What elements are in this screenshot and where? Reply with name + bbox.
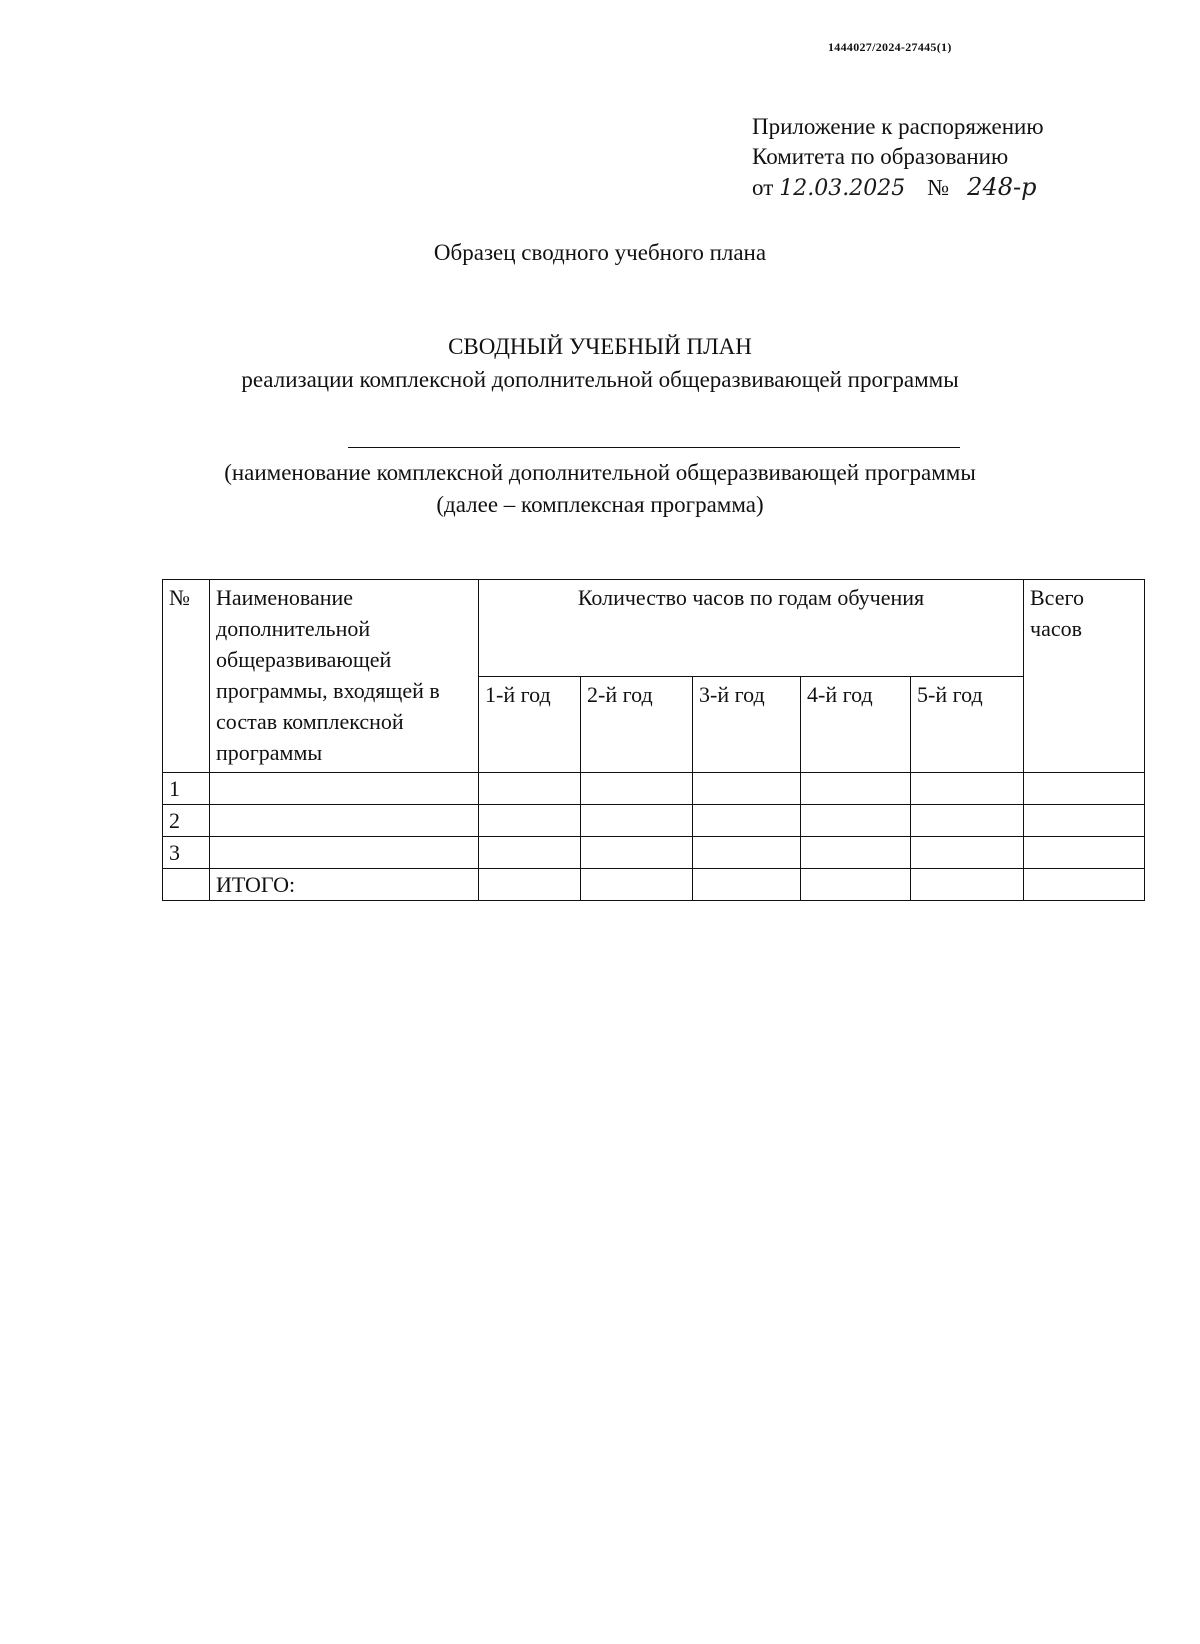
number-label: № [927,175,950,200]
plan-title-line-2: реализации комплексной дополнительной общеразвивающей программы [241,367,959,392]
row-num: 1 [163,773,210,805]
total-year-2-cell [581,869,693,901]
header-year-1: 1-й год [479,676,581,773]
row-year-1-cell [479,837,581,869]
total-hours-cell [1024,869,1145,901]
header-hours-by-year: Количество часов по годам обучения [479,580,1024,677]
row-year-4-cell [801,773,911,805]
appendix-block [752,112,1044,204]
handwritten-number: 248-р [967,173,1037,201]
row-total-cell [1024,773,1145,805]
total-year-1-cell [479,869,581,901]
row-year-3-cell [693,773,801,805]
row-year-1-cell [479,805,581,837]
row-year-2-cell [581,773,693,805]
caption-line-1: (наименование комплексной дополнительной общеразвивающей программы [224,460,976,485]
handwritten-date: 12.03.2025 [779,176,906,201]
row-year-3-cell [693,805,801,837]
header-year-3: 3-й год [693,676,801,773]
appendix-line-3 [752,172,1044,204]
sample-title: Образец сводного учебного плана [433,240,767,265]
program-name-blank-line [348,447,960,448]
total-row-label: ИТОГО: [210,869,479,901]
plan-title-line-1: СВОДНЫЙ УЧЕБНЫЙ ПЛАН [448,334,752,359]
row-num: 2 [163,805,210,837]
total-year-3-cell [693,869,801,901]
header-total-hours: Всего часов [1024,580,1145,773]
header-year-4: 4-й год [801,676,911,773]
row-num: 3 [163,837,210,869]
curriculum-table [162,579,1145,901]
row-total-cell [1024,805,1145,837]
header-year-2: 2-й год [581,676,693,773]
row-year-4-cell [801,805,911,837]
registration-number: 1444027/2024-27445(1) [828,40,952,54]
table-row [163,773,1145,805]
row-year-5-cell [911,773,1024,805]
row-year-2-cell [581,805,693,837]
row-program-name [210,805,479,837]
row-year-5-cell [911,805,1024,837]
table-row [163,805,1145,837]
total-year-4-cell [801,869,911,901]
plan-title [0,330,1200,396]
from-label: от [752,175,774,200]
appendix-line-1: Приложение к распоряжению [752,114,1044,139]
row-year-5-cell [911,837,1024,869]
header-num: № [163,580,210,773]
row-year-3-cell [693,837,801,869]
table-row [163,837,1145,869]
total-row-num-cell [163,869,210,901]
table-total-row [163,869,1145,901]
row-total-cell [1024,837,1145,869]
total-year-5-cell [911,869,1024,901]
program-name-caption [0,457,1200,521]
caption-line-2: (далее – комплексная программа) [436,492,764,517]
row-year-2-cell [581,837,693,869]
row-year-1-cell [479,773,581,805]
row-year-4-cell [801,837,911,869]
row-program-name [210,837,479,869]
table-header-row [163,580,1145,677]
appendix-line-2: Комитета по образованию [752,144,1009,169]
header-program-name: Наименование дополнительной общеразвивающей программы, входящей в состав комплексной программы [210,580,479,773]
header-year-5: 5-й год [911,676,1024,773]
row-program-name [210,773,479,805]
